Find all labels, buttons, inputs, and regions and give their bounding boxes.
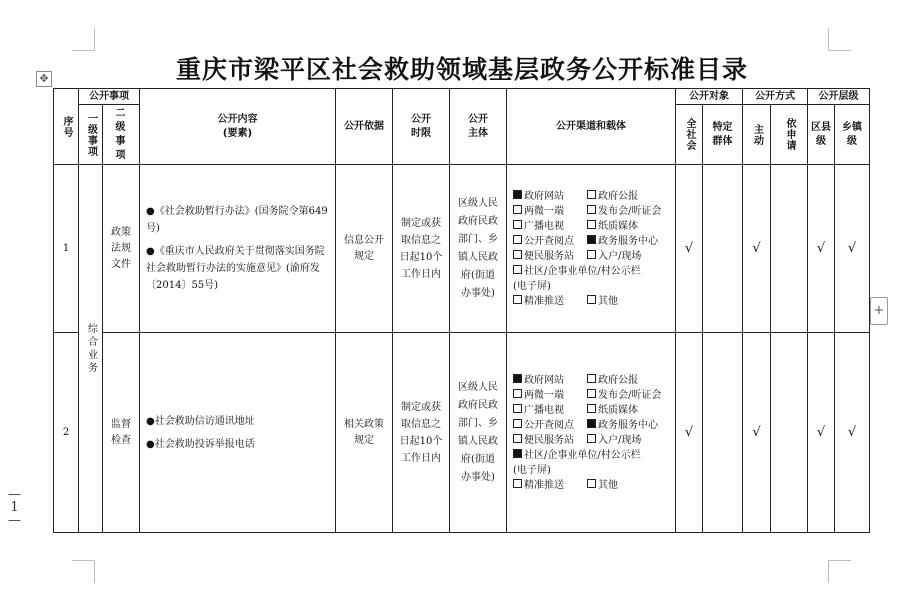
checkbox-icon xyxy=(587,479,596,488)
checkbox-icon xyxy=(513,190,522,199)
row-seq: 1 xyxy=(54,165,79,333)
header-level-county: 区县级 xyxy=(808,105,835,165)
checkbox-icon xyxy=(513,434,522,443)
basis-cell: 相关政策规定 xyxy=(336,333,393,533)
target-specific-cell xyxy=(703,165,743,333)
header-subject: 公开 主体 xyxy=(450,89,507,165)
header-channel: 公开渠道和载体 xyxy=(507,89,676,165)
header-method-active: 主动 xyxy=(743,105,771,165)
page-corner-mark-top-left xyxy=(72,28,95,51)
checkbox-icon xyxy=(587,434,596,443)
catalog-table xyxy=(53,88,870,533)
checkbox-icon xyxy=(587,220,596,229)
level-county-cell: √ xyxy=(808,333,835,533)
table-row xyxy=(54,333,870,533)
channel-cell: 政府网站 政府公报 两微一端 发布会/听证会 广播电视 纸质媒体 公开查阅点 政务服务中心 便民服务站 入户/现场 社区/企事业单位/村公示栏 (电子屏) 精准推送 其他 xyxy=(507,165,676,333)
page-corner-mark-bottom-right xyxy=(828,560,851,583)
header-method: 公开方式 xyxy=(743,89,808,105)
content-item: ●社会救助信访通讯地址 xyxy=(146,415,255,427)
header-basis: 公开依据 xyxy=(336,89,393,165)
checkbox-icon xyxy=(587,250,596,259)
subject-cell: 区级人民政府民政部门、乡镇人民政府(街道办事处) xyxy=(450,333,507,533)
basis-cell: 信息公开规定 xyxy=(336,165,393,333)
header-target-specific: 特定群体 xyxy=(703,105,743,165)
checkbox-icon xyxy=(587,205,596,214)
subject-cell: 区级人民政府民政部门、乡镇人民政府(街道办事处) xyxy=(450,165,507,333)
target-specific-cell xyxy=(703,333,743,533)
content-cell xyxy=(140,165,336,333)
method-active-cell: √ xyxy=(743,333,771,533)
table-row xyxy=(54,165,870,333)
time-limit-cell: 制定或获取信息之日起10个工作日内 xyxy=(393,333,450,533)
method-request-cell xyxy=(771,165,808,333)
level2-cell: 监督检查 xyxy=(103,333,140,533)
checkbox-icon xyxy=(513,205,522,214)
checkbox-icon xyxy=(587,190,596,199)
method-active-cell: √ xyxy=(743,165,771,333)
checkbox-icon xyxy=(513,235,522,244)
level-town-cell: √ xyxy=(835,165,870,333)
checkbox-icon xyxy=(513,419,522,428)
page-corner-mark-bottom-left xyxy=(72,560,95,583)
header-seq: 序号 xyxy=(54,89,79,165)
header-target-all: 全社会 xyxy=(676,105,703,165)
checkbox-icon xyxy=(513,265,522,274)
table-move-handle-icon[interactable]: ✥ xyxy=(36,71,52,87)
content-cell xyxy=(140,333,336,533)
checkbox-icon xyxy=(587,235,596,244)
checkbox-icon xyxy=(513,374,522,383)
header-level1: 一级事项 xyxy=(79,105,103,165)
checkbox-icon xyxy=(513,250,522,259)
level-county-cell: √ xyxy=(808,165,835,333)
checkbox-icon xyxy=(587,374,596,383)
target-all-cell: √ xyxy=(676,165,703,333)
checkbox-icon xyxy=(587,389,596,398)
content-item: ●社会救助投诉举报电话 xyxy=(146,438,255,450)
header-level: 公开层级 xyxy=(808,89,870,105)
method-request-cell xyxy=(771,333,808,533)
page-corner-mark-top-right xyxy=(828,28,851,51)
header-level2: 二级事项 xyxy=(103,105,140,165)
page-number: — 1 — xyxy=(8,487,21,528)
level-town-cell: √ xyxy=(835,333,870,533)
checkbox-icon xyxy=(587,404,596,413)
header-matter: 公开事项 xyxy=(79,89,140,105)
header-content: 公开内容 (要素) xyxy=(140,89,336,165)
checkbox-icon xyxy=(587,295,596,304)
checkbox-icon xyxy=(513,220,522,229)
add-column-button[interactable]: + xyxy=(870,297,888,325)
checkbox-icon xyxy=(513,479,522,488)
channel-cell: 政府网站 政府公报 两微一端 发布会/听证会 广播电视 纸质媒体 公开查阅点 政务服务中心 便民服务站 入户/现场 社区/企事业单位/村公示栏 (电子屏) 精准推送 其他 xyxy=(507,333,676,533)
document-title: 重庆市梁平区社会救助领域基层政务公开标准目录 xyxy=(175,55,748,84)
checkbox-icon xyxy=(513,404,522,413)
header-level-town: 乡镇级 xyxy=(835,105,870,165)
checkbox-icon xyxy=(513,449,522,458)
row-seq: 2 xyxy=(54,333,79,533)
content-item: ●《重庆市人民政府关于贯彻落实国务院社会救助暂行办法的实施意见》(渝府发〔2014〕55号) xyxy=(146,246,325,291)
header-time-limit: 公开 时限 xyxy=(393,89,450,165)
target-all-cell: √ xyxy=(676,333,703,533)
header-target: 公开对象 xyxy=(676,89,743,105)
checkbox-icon xyxy=(513,389,522,398)
checkbox-icon xyxy=(587,419,596,428)
level1-cell: 综合业务 xyxy=(79,165,103,533)
checkbox-icon xyxy=(513,295,522,304)
content-item: ●《社会救助暂行办法》(国务院令第649号) xyxy=(146,206,328,234)
time-limit-cell: 制定或获取信息之日起10个工作日内 xyxy=(393,165,450,333)
level2-cell: 政策法规文件 xyxy=(103,165,140,333)
header-method-request: 依申请 xyxy=(771,105,808,165)
